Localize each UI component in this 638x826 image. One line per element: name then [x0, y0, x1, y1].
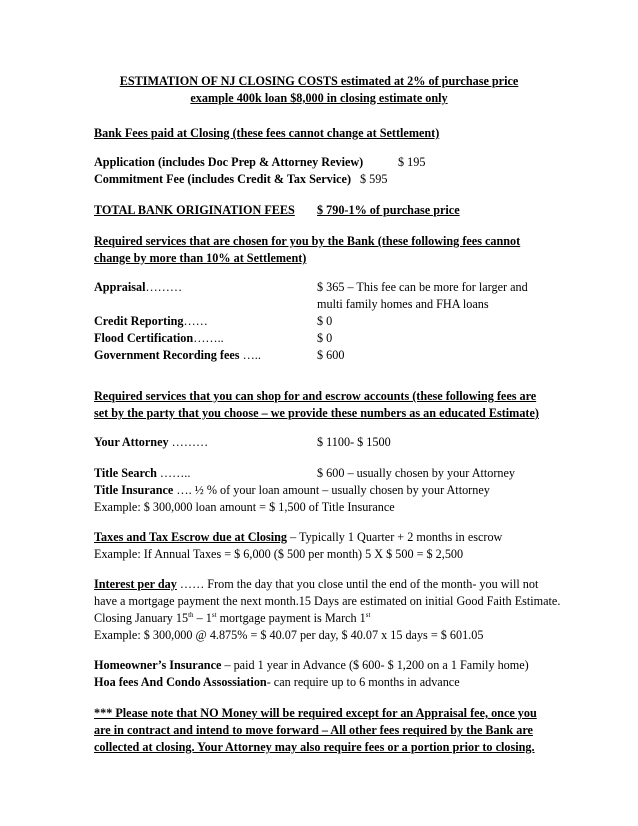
attorney-dots: ……… — [168, 435, 209, 449]
taxes-text: – Typically 1 Quarter + 2 months in escrow — [287, 530, 503, 544]
credit-reporting-value: $ 0 — [317, 314, 333, 328]
homeowners-text: – paid 1 year in Advance ($ 600- $ 1,200 on a 1 Family home) — [221, 658, 529, 672]
note-line3: collected at closing. Your Attorney may also require fees or a portion prior to closing. — [94, 740, 535, 754]
note-line1: *** Please note that NO Money will be required except for an Appraisal fee, once you — [94, 706, 537, 720]
march-payment-text: mortgage payment is March 1 — [216, 611, 366, 625]
credit-reporting-dots: …… — [183, 314, 208, 328]
application-value: $ 195 — [398, 155, 426, 169]
taxes-example: Example: If Annual Taxes = $ 6,000 ($ 500 per month) 5 X $ 500 = $ 2,500 — [94, 547, 464, 561]
application-label: Application (includes Doc Prep & Attorney Review) — [94, 155, 364, 169]
total-bank-fees-value: $ 790-1% of purchase price — [317, 203, 460, 217]
title-insurance-label: Title Insurance — [94, 483, 174, 497]
appraisal-row — [94, 279, 182, 296]
hoa-label: Hoa fees And Condo Assossiation — [94, 675, 267, 689]
shop-services-heading-line2: set by the party that you choose – we provide these numbers as an educated Estimate) — [94, 406, 539, 420]
attorney-label: Your Attorney — [94, 435, 169, 449]
march-payment-sup: st — [365, 611, 371, 619]
doc-title-line2: example 400k loan $8,000 in closing estimate only — [190, 91, 448, 105]
doc-title-line1: ESTIMATION OF NJ CLOSING COSTS estimated at 2% of purchase price — [119, 74, 519, 88]
appraisal-value: $ 365 – This fee can be more for larger and — [317, 280, 528, 294]
homeowners-label: Homeowner’s Insurance — [94, 658, 222, 672]
interest-example: Example: $ 300,000 @ 4.875% = $ 40.07 per day, $ 40.07 x 15 days = $ 601.05 — [94, 628, 484, 642]
credit-reporting-row — [94, 313, 208, 330]
flood-cert-value: $ 0 — [317, 331, 333, 345]
title-insurance-example: Example: $ 300,000 loan amount = $ 1,500 of Title Insurance — [94, 500, 395, 514]
title-search-label: Title Search — [94, 466, 157, 480]
appraisal-value-line2: multi family homes and FHA loans — [317, 297, 489, 311]
hoa-text: - can require up to 6 months in advance — [266, 675, 460, 689]
credit-reporting-label: Credit Reporting — [94, 314, 184, 328]
title-search-value: $ 600 – usually chosen by your Attorney — [317, 466, 516, 480]
first-payment-sup: st — [211, 611, 217, 619]
flood-cert-row — [94, 330, 224, 347]
flood-cert-label: Flood Certification — [94, 331, 194, 345]
taxes-row — [94, 529, 502, 546]
closing-date-sup: th — [188, 611, 194, 619]
total-bank-fees-label: TOTAL BANK ORIGINATION FEES — [94, 203, 295, 217]
appraisal-dots: ……… — [145, 280, 183, 294]
required-bank-heading-line1: Required services that are chosen for you by the Bank (these following fees cannot — [94, 234, 521, 248]
gov-recording-value: $ 600 — [317, 348, 345, 362]
bank-fees-heading: Bank Fees paid at Closing (these fees cannot change at Settlement) — [94, 126, 440, 140]
title-search-dots: …….. — [156, 466, 191, 480]
appraisal-label: Appraisal — [94, 280, 146, 294]
title-insurance-row — [94, 482, 490, 499]
interest-line3 — [94, 610, 370, 627]
commitment-label: Commitment Fee (includes Credit & Tax Service) — [94, 172, 352, 186]
flood-cert-dots: …….. — [193, 331, 224, 345]
gov-recording-label: Government Recording fees — [94, 348, 240, 362]
required-bank-heading-line2: change by more than 10% at Settlement) — [94, 251, 307, 265]
taxes-label: Taxes and Tax Escrow due at Closing — [94, 530, 288, 544]
shop-services-heading-line1: Required services that you can shop for and escrow accounts (these following fees are — [94, 389, 537, 403]
interest-text: …… From the day that you close until the end of the month- you will not — [176, 577, 539, 591]
interest-line2: have a mortgage payment the next month.15 Days are estimated on initial Good Faith Estimate. — [94, 594, 561, 608]
note-line2: are in contract and intend to move forward – All other fees required by the Bank are — [94, 723, 533, 737]
closing-date-text: Closing January 15 — [94, 611, 189, 625]
gov-recording-dots: ….. — [239, 348, 261, 362]
interest-label: Interest per day — [94, 577, 177, 591]
gov-recording-row — [94, 347, 261, 364]
attorney-row — [94, 434, 208, 451]
first-payment-text: – 1 — [193, 611, 212, 625]
interest-row — [94, 576, 538, 593]
attorney-value: $ 1100- $ 1500 — [317, 435, 391, 449]
title-insurance-text: …. ½ % of your loan amount – usually chosen by your Attorney — [173, 483, 490, 497]
title-search-row — [94, 465, 190, 482]
commitment-value: $ 595 — [360, 172, 388, 186]
homeowners-row — [94, 657, 529, 674]
hoa-row — [94, 674, 460, 691]
